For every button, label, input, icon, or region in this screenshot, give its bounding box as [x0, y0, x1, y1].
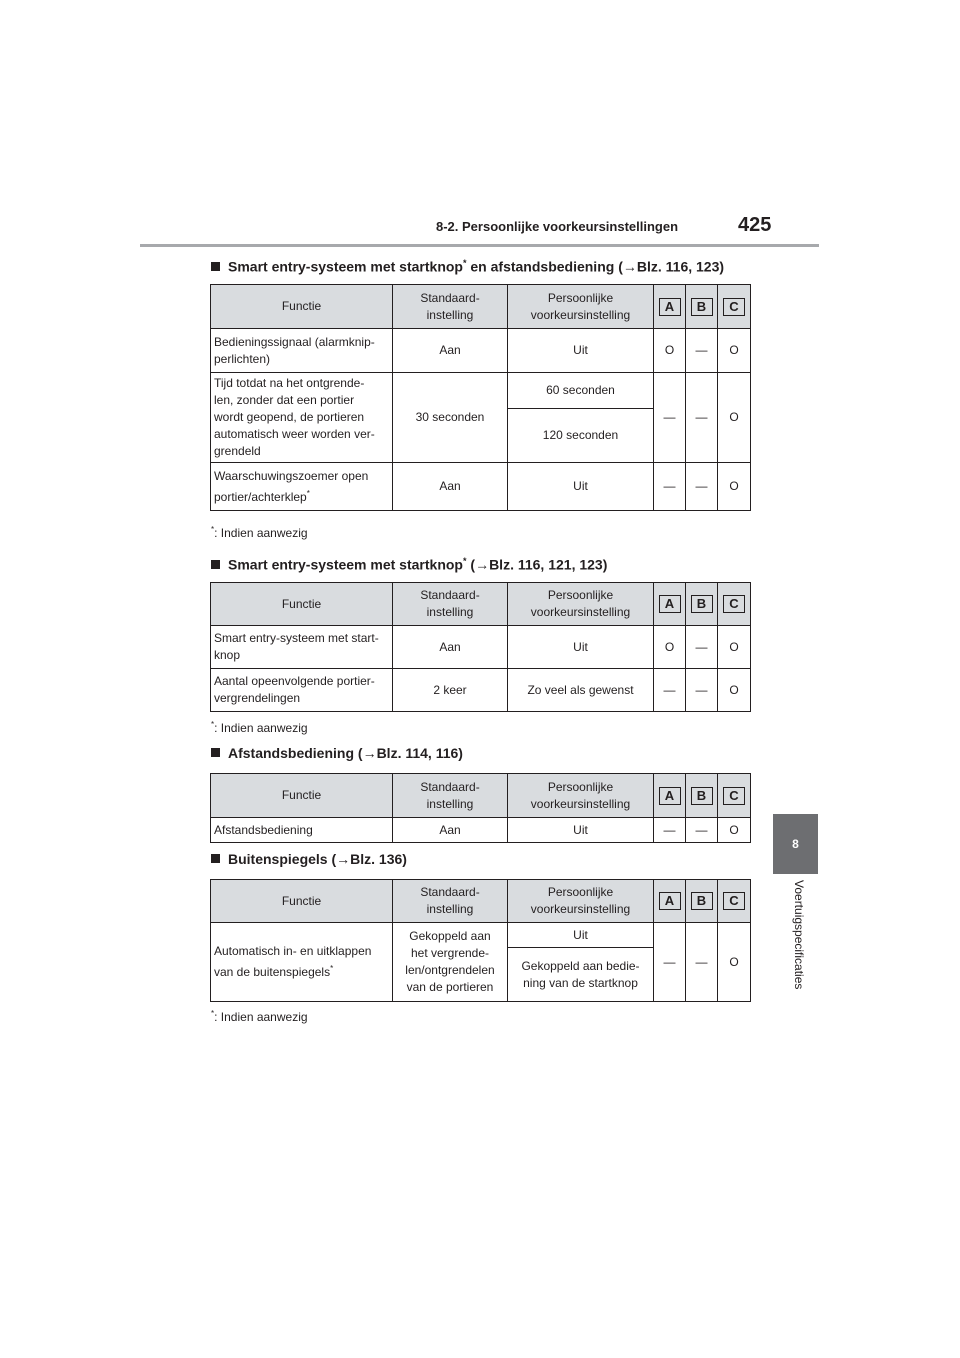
table-header-row: Functie Standaard- instelling Persoonlijke voorkeursinstelling A B C: [211, 583, 751, 626]
table-row: Gekoppeld aan bedie- ning van de startknop: [211, 948, 751, 1002]
header-rule: [140, 244, 819, 247]
table-row: Afstandsbediening Aan Uit — — O: [211, 818, 751, 843]
bullet-square-icon: [211, 748, 220, 757]
settings-table-2: [210, 582, 751, 712]
header-section-title: 8-2. Persoonlijke voorkeursinstellingen: [436, 219, 679, 234]
table-header-row: Functie Standaard- instelling Persoonlijke voorkeursinstelling A B C: [211, 880, 751, 923]
table-row: Smart entry-systeem met start- knop Aan Uit O — O: [211, 626, 751, 669]
settings-table-4: [210, 879, 751, 1002]
section-heading-remote: Afstandsbediening (→Blz. 114, 116): [211, 745, 463, 761]
section-heading-smart-entry: Smart entry-systeem met startknop* (→Blz. 116, 121, 123): [211, 556, 607, 573]
section-heading-mirrors: Buitenspiegels (→Blz. 136): [211, 851, 407, 867]
table-row: 120 seconden: [211, 409, 751, 463]
chapter-label: Voertuigspecificaties: [792, 880, 806, 990]
settings-table-3: [210, 773, 751, 843]
table-header-row: [211, 285, 751, 329]
col-c: C: [718, 285, 751, 329]
table-row: Waarschuwingszoemer open portier/achterklep* Aan Uit — — O: [211, 463, 751, 511]
col-functie: Functie: [211, 285, 393, 329]
chapter-tab: 8: [773, 814, 818, 874]
col-standaard: Standaard- instelling: [393, 285, 508, 329]
table-row: Tijd totdat na het ontgrende- len, zonder dat een portier wordt geopend, de portieren automatisch weer worden ver- grendeld 30 seconden 60 seconden — — O: [211, 373, 751, 409]
table-row: Bedieningssignaal (alarmknip- perlichten) Aan Uit O — O: [211, 329, 751, 373]
bullet-square-icon: [211, 854, 220, 863]
table-header-row: Functie Standaard- instelling Persoonlijke voorkeursinstelling A B C: [211, 774, 751, 818]
bullet-square-icon: [211, 560, 220, 569]
bullet-square-icon: [211, 262, 220, 271]
footnote: *: Indien aanwezig: [211, 720, 308, 735]
page-number: 425: [738, 214, 772, 236]
col-b: B: [686, 285, 718, 329]
footnote: *: Indien aanwezig: [211, 1009, 308, 1024]
section-heading-smart-entry-remote: Smart entry-systeem met startknop* en afstandsbediening (→Blz. 116, 123): [211, 258, 724, 275]
footnote: *: Indien aanwezig: [211, 525, 308, 540]
table-row: Automatisch in- en uitklappen van de buitenspiegels* Gekoppeld aan het vergrende- len/ontgrendelen van de portieren Uit — — O: [211, 923, 751, 948]
table-row: Aantal opeenvolgende portier- vergrendelingen 2 keer Zo veel als gewenst — — O: [211, 669, 751, 712]
settings-table-1: [210, 284, 751, 511]
col-a: A: [654, 285, 686, 329]
col-persoonlijk: Persoonlijke voorkeursinstelling: [508, 285, 654, 329]
